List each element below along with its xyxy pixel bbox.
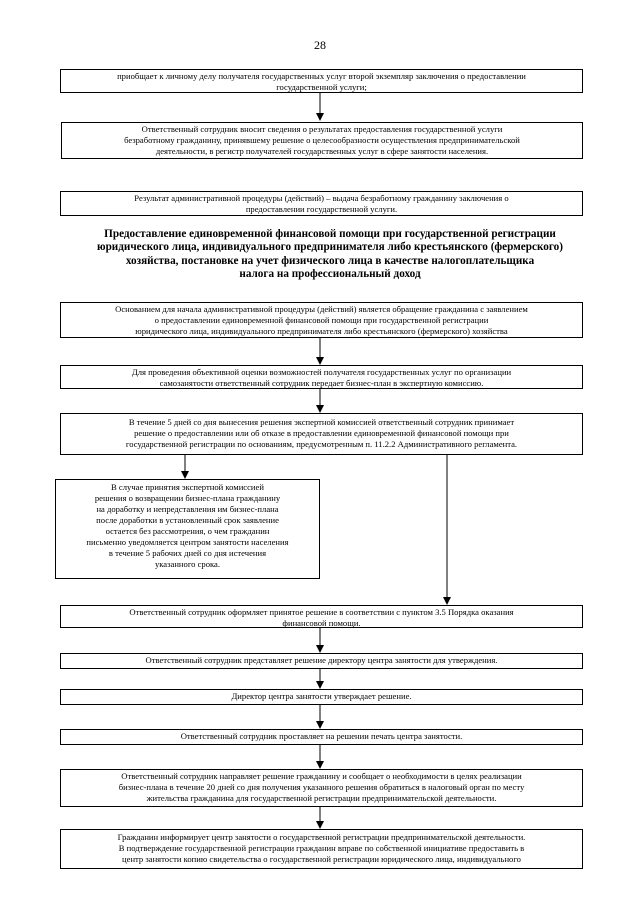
block-register-entry — [61, 122, 583, 159]
text-line: остается без рассмотрения, о чем гражданин — [105, 526, 270, 536]
text-line: Ответственный сотрудник проставляет на решении печать центра занятости. — [180, 731, 463, 741]
text-line: Результат административной процедуры (действий) – выдача безработному гражданину заключения о — [134, 193, 509, 203]
section-heading — [60, 228, 600, 282]
step-send-to-citizen — [60, 769, 583, 807]
text-line: безработному гражданину, принявшему решение о целесообразности осуществления предпринимательской — [124, 135, 520, 145]
text-line: В течение 5 дней со дня вынесения решения экспертной комиссией ответственный сотрудник принимает — [128, 417, 515, 427]
text-line: бизнес-плана в течение 20 дней со дня получения указанного решения обратиться в налоговый орган по месту — [118, 782, 525, 792]
text-line: государственной услуги; — [276, 82, 367, 92]
text-line: деятельности, в регистр получателей государственных услуг в сфере занятости населения. — [155, 146, 489, 156]
text-line: Основанием для начала административной процедуры (действий) является обращение гражданина с заявлением — [115, 304, 528, 314]
text-line: указанного срока. — [154, 559, 221, 569]
text-line: государственной регистрации по основаниям, предусмотренным п. 11.2.2 Административного регламента. — [125, 439, 518, 449]
text-line: В случае принятия экспертной комиссией — [111, 482, 264, 492]
step-director-approves — [60, 689, 583, 705]
text-line: Ответственный сотрудник вносит сведения о результатах предоставления государственной услуги — [141, 124, 503, 134]
text-line: после доработки в установленный срок заявление — [96, 515, 279, 525]
text-line: в течение 5 рабочих дней со дня истечения — [108, 548, 267, 558]
step-submit-to-director — [60, 653, 583, 669]
text-line: решения о возвращении бизнес-плана гражданину — [94, 493, 281, 503]
text-line: Ответственный сотрудник направляет решение гражданину и сообщает о необходимости в целях реализации — [121, 771, 522, 781]
heading-line: хозяйства, постановке на учет физического лица в качестве налогоплательщика — [125, 254, 535, 267]
step-stamp — [60, 729, 583, 745]
block-prev-action — [60, 69, 583, 93]
text-line: юридического лица, индивидуального предпринимателя либо крестьянского (фермерского) хозяйства — [135, 326, 508, 336]
text-line: решение о предоставлении или об отказе в предоставлении единовременной финансовой помощи при — [134, 428, 509, 438]
text-line: Директор центра занятости утверждает решение. — [231, 691, 412, 701]
text-line: центр занятости копию свидетельства о государственной регистрации юридического лица, индивидуального — [122, 854, 521, 864]
block-result — [60, 191, 583, 216]
text-line: Гражданин информирует центр занятости о государственной регистрации предпринимательской деятельности. — [117, 832, 526, 842]
step-basis — [60, 302, 583, 338]
text-line: самозанятости ответственный сотрудник передает бизнес-план в экспертную комиссию. — [159, 378, 484, 388]
text-line: на доработку и непредставления им бизнес-плана — [96, 504, 279, 514]
text-line: письменно уведомляется центром занятости населения — [86, 537, 289, 547]
text-line: предоставлении государственной услуги. — [245, 204, 398, 214]
step-return-business-plan — [55, 479, 320, 579]
step-decision — [60, 413, 583, 455]
step-formalize-decision — [60, 605, 583, 628]
text-line: Для проведения объективной оценки возможностей получателя государственных услуг по организации — [131, 367, 512, 377]
text-line: Ответственный сотрудник оформляет принятое решение в соответствии с пунктом 3.5 Порядка оказания — [129, 607, 514, 617]
step-expert-commission — [60, 365, 583, 389]
text-line: жительства гражданина для государственной регистрации предпринимательской деятельности. — [146, 793, 497, 803]
page-number: 28 — [314, 38, 326, 52]
text-line: финансовой помощи. — [282, 618, 361, 628]
text-line: приобщает к личному делу получателя государственных услуг второй экземпляр заключения о предоставлении — [117, 71, 526, 81]
heading-line: юридического лица, индивидуального предпринимателя либо крестьянского (фермерского) — [97, 241, 563, 254]
text-line: В подтверждение государственной регистрации гражданин вправе по собственной инициативе предоставить в — [118, 843, 525, 853]
text-line: о предоставлении единовременной финансовой помощи при государственной регистрации — [154, 315, 489, 325]
text-line: Ответственный сотрудник представляет решение директору центра занятости для утверждения. — [145, 655, 498, 665]
step-citizen-informs — [60, 829, 583, 869]
heading-line: налога на профессиональный доход — [239, 268, 421, 281]
heading-line: Предоставление единовременной финансовой помощи при государственной регистрации — [104, 228, 556, 240]
